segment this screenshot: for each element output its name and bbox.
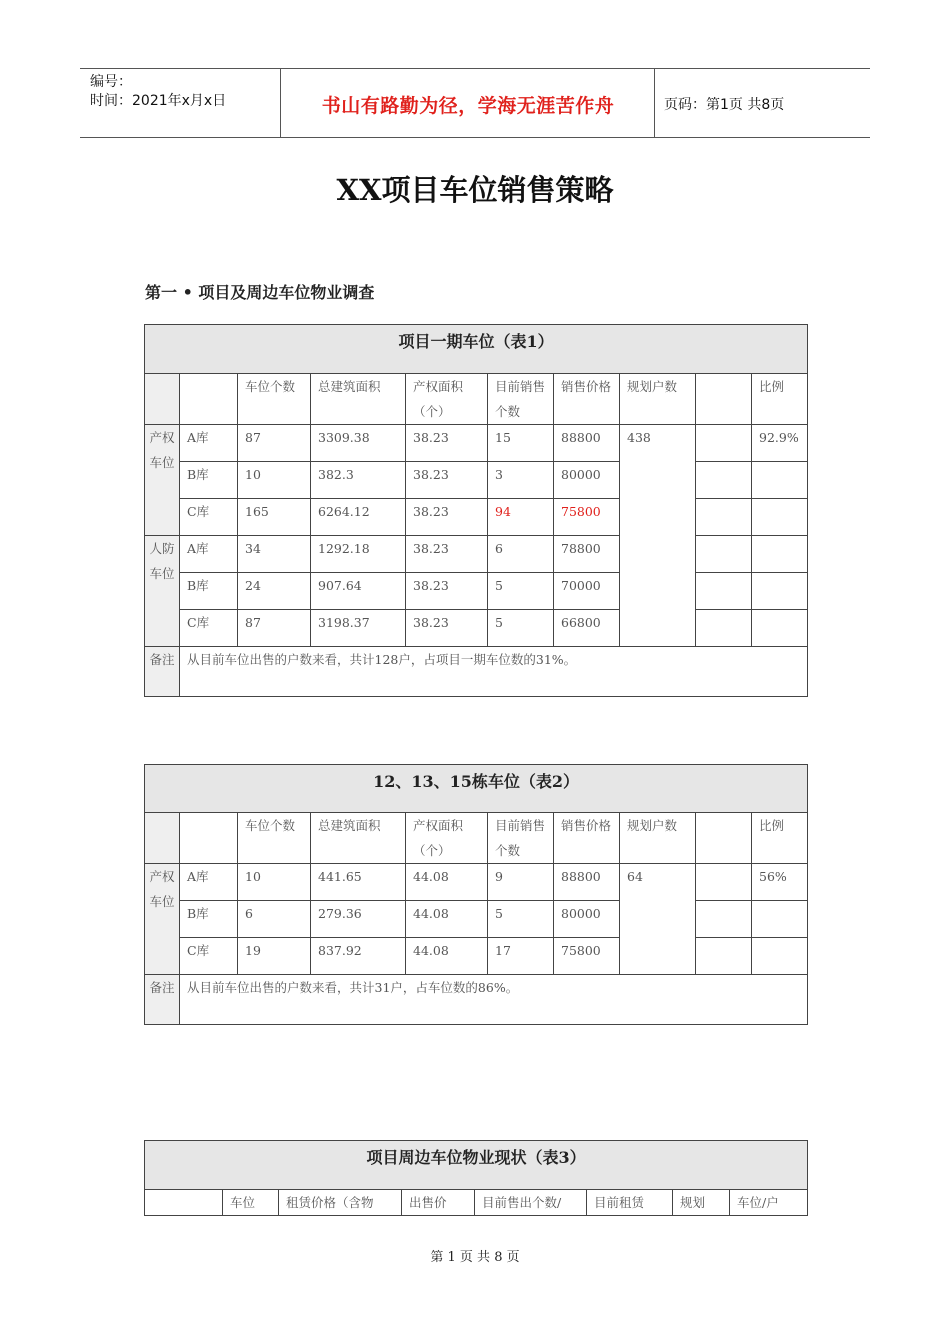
- table-cell: 34: [238, 536, 311, 573]
- header-motto: 书山有路勤为径，学海无涯苦作舟: [321, 95, 615, 117]
- page-header: [80, 68, 870, 138]
- header-cell: 车位个数: [238, 813, 311, 864]
- header-cell: 目前售出个数/: [475, 1190, 587, 1216]
- table-cell: B库: [180, 901, 238, 938]
- table-cell: [696, 610, 752, 647]
- surrounding-parking-table: [144, 1140, 808, 1216]
- header-cell: 目前销售个数: [488, 813, 554, 864]
- table-cell: 78800: [554, 536, 620, 573]
- document-title: XX项目车位销售策略: [336, 173, 614, 207]
- header-cell: [180, 813, 238, 864]
- header-cell: 规划: [673, 1190, 730, 1216]
- table-cell: [696, 938, 752, 975]
- table-cell: C库: [180, 938, 238, 975]
- header-cell: 车位/户: [730, 1190, 808, 1216]
- header-cell: [696, 813, 752, 864]
- note-label: 备注: [145, 975, 180, 1025]
- table-cell: 1292.18: [311, 536, 406, 573]
- header-cell: [180, 374, 238, 425]
- table-cell: 24: [238, 573, 311, 610]
- table-cell: 38.23: [406, 499, 488, 536]
- table-title: 12、13、15栋车位（表2）: [145, 765, 808, 813]
- table-cell: A库: [180, 864, 238, 901]
- header-meta: [90, 73, 226, 111]
- header-cell: [145, 374, 180, 425]
- group-label: 产权车位: [145, 425, 180, 536]
- header-cell: [145, 1190, 223, 1216]
- table-cell: 5: [488, 573, 554, 610]
- note-label: 备注: [145, 647, 180, 697]
- parking-table-phase1: [144, 324, 808, 697]
- table-cell: 6264.12: [311, 499, 406, 536]
- table-cell: [696, 462, 752, 499]
- table-cell: [696, 499, 752, 536]
- table-cell: 15: [488, 425, 554, 462]
- table-cell: 38.23: [406, 462, 488, 499]
- table-cell: 6: [238, 901, 311, 938]
- table-cell: 10: [238, 462, 311, 499]
- table-cell: B库: [180, 462, 238, 499]
- table-cell: 88800: [554, 864, 620, 901]
- header-cell: 规划户数: [620, 374, 696, 425]
- highlighted-cell: 75800: [554, 499, 620, 536]
- table-cell: 165: [238, 499, 311, 536]
- table-cell: 5: [488, 610, 554, 647]
- planned-cell: 64: [620, 864, 696, 975]
- highlighted-cell: 94: [488, 499, 554, 536]
- table-cell: 88800: [554, 425, 620, 462]
- header-cell: 目前销售个数: [488, 374, 554, 425]
- header-time-label: 时间：2021年x月x日: [90, 93, 227, 109]
- header-cell: 销售价格: [554, 813, 620, 864]
- table-cell: 38.23: [406, 425, 488, 462]
- table-cell: 3: [488, 462, 554, 499]
- table-cell: 80000: [554, 462, 620, 499]
- table-cell: 9: [488, 864, 554, 901]
- table-cell: [752, 462, 808, 499]
- header-cell: 规划户数: [620, 813, 696, 864]
- header-cell: 总建筑面积: [311, 813, 406, 864]
- table-cell: 38.23: [406, 610, 488, 647]
- ratio-cell: 92.9%: [752, 425, 808, 462]
- table-cell: 907.64: [311, 573, 406, 610]
- header-cell: 销售价格: [554, 374, 620, 425]
- table-cell: 38.23: [406, 573, 488, 610]
- table-cell: [696, 425, 752, 462]
- header-divider: [654, 69, 655, 137]
- page-footer: 第 1 页 共 8 页: [430, 1250, 520, 1265]
- table-cell: 44.08: [406, 938, 488, 975]
- table-cell: 38.23: [406, 536, 488, 573]
- header-cell: 产权面积（个）: [406, 374, 488, 425]
- table-cell: 3309.38: [311, 425, 406, 462]
- table-cell: [752, 499, 808, 536]
- header-cell: [145, 813, 180, 864]
- header-number-label: 编号：: [90, 74, 132, 90]
- table-cell: A库: [180, 425, 238, 462]
- note-text: 从目前车位出售的户数来看，共计31户，占车位数的86%。: [180, 975, 808, 1025]
- table-cell: [696, 864, 752, 901]
- header-cell: 租赁价格（含物: [279, 1190, 402, 1216]
- table-cell: A库: [180, 536, 238, 573]
- table-cell: [752, 573, 808, 610]
- table-cell: C库: [180, 499, 238, 536]
- note-text: 从目前车位出售的户数来看，共计128户，占项目一期车位数的31%。: [180, 647, 808, 697]
- table-cell: [696, 573, 752, 610]
- header-cell: 车位个数: [238, 374, 311, 425]
- table-cell: 5: [488, 901, 554, 938]
- header-cell: 总建筑面积: [311, 374, 406, 425]
- table-cell: [696, 901, 752, 938]
- header-cell: [696, 374, 752, 425]
- header-cell: 比例: [752, 813, 808, 864]
- header-cell: 目前租赁: [587, 1190, 673, 1216]
- table-cell: 80000: [554, 901, 620, 938]
- table-cell: [696, 536, 752, 573]
- table-cell: 87: [238, 610, 311, 647]
- table-cell: 70000: [554, 573, 620, 610]
- table-cell: 17: [488, 938, 554, 975]
- table-cell: B库: [180, 573, 238, 610]
- header-cell: 车位: [223, 1190, 279, 1216]
- header-cell: 出售价: [402, 1190, 475, 1216]
- table-cell: 3198.37: [311, 610, 406, 647]
- table-cell: 6: [488, 536, 554, 573]
- table-cell: [752, 938, 808, 975]
- table-title: 项目周边车位物业现状（表3）: [145, 1141, 808, 1190]
- table-cell: [752, 610, 808, 647]
- table-cell: 441.65: [311, 864, 406, 901]
- table-cell: 279.36: [311, 901, 406, 938]
- table-cell: C库: [180, 610, 238, 647]
- group-label: 人防车位: [145, 536, 180, 647]
- table-cell: [752, 536, 808, 573]
- table-cell: 382.3: [311, 462, 406, 499]
- table-cell: 10: [238, 864, 311, 901]
- header-page-info: 页码：第1页 共8页: [664, 97, 785, 113]
- table-cell: [752, 901, 808, 938]
- table-cell: 75800: [554, 938, 620, 975]
- table-title: 项目一期车位（表1）: [145, 325, 808, 374]
- table-cell: 66800: [554, 610, 620, 647]
- table-cell: 44.08: [406, 864, 488, 901]
- table-cell: 87: [238, 425, 311, 462]
- table-cell: 44.08: [406, 901, 488, 938]
- parking-table-buildings: [144, 764, 808, 1025]
- table-cell: 837.92: [311, 938, 406, 975]
- planned-cell: 438: [620, 425, 696, 647]
- header-cell: 产权面积（个）: [406, 813, 488, 864]
- header-divider: [280, 69, 281, 137]
- section-heading: 第一 • 项目及周边车位物业调查: [145, 283, 375, 302]
- group-label: 产权车位: [145, 864, 180, 975]
- ratio-cell: 56%: [752, 864, 808, 901]
- header-cell: 比例: [752, 374, 808, 425]
- table-cell: 19: [238, 938, 311, 975]
